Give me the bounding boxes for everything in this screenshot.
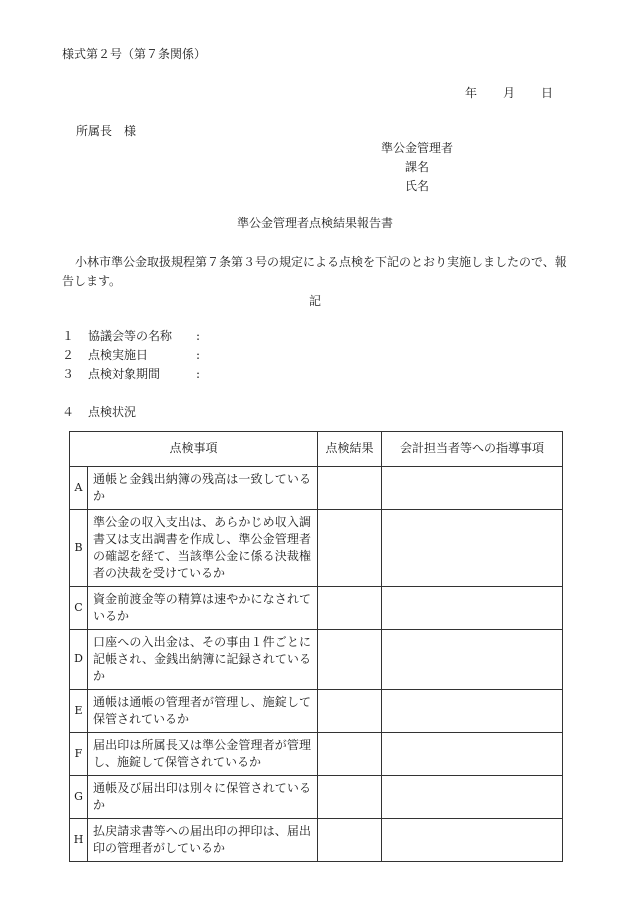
table-row (70, 467, 563, 510)
result-cell[interactable] (318, 587, 382, 630)
row-check-item: 口座への入出金は、その事由１件ごとに記帳され、金銭出納簿に記録されているか (88, 630, 318, 690)
guidance-cell[interactable] (382, 587, 563, 630)
result-cell[interactable] (318, 467, 382, 510)
sender-department: 課名 (405, 160, 430, 174)
guidance-cell[interactable] (382, 630, 563, 690)
date-month-label: 月 (503, 86, 516, 100)
row-letter: D (70, 630, 88, 690)
ki-heading: 記 (308, 294, 321, 308)
list-item (62, 367, 210, 386)
guidance-cell[interactable] (382, 510, 563, 587)
table-row (70, 587, 563, 630)
item-colon: : (196, 348, 201, 362)
section-label: 点検状況 (88, 405, 137, 419)
sender-title: 準公金管理者 (381, 141, 454, 155)
item-label: 点検実施日 (88, 348, 149, 362)
row-letter: F (70, 733, 88, 776)
item-label: 協議会等の名称 (88, 329, 173, 343)
result-cell[interactable] (318, 733, 382, 776)
result-cell[interactable] (318, 776, 382, 819)
body-paragraph: 小林市準公金取扱規程第７条第３号の規定による点検を下記のとおり実施しましたので、報告します。 (62, 255, 567, 288)
list-item (62, 348, 210, 367)
row-check-item: 資金前渡金等の精算は速やかになされているか (88, 587, 318, 630)
row-check-item: 準公金の収入支出は、あらかじめ収入調書又は支出調書を作成し、準公金管理者の確認を経て、当該準公金に係る決裁権者の決裁を受けているか (88, 510, 318, 587)
table-row (70, 819, 563, 862)
date-year-label: 年 (465, 86, 478, 100)
row-check-item: 通帳と金銭出納簿の残高は一致しているか (88, 467, 318, 510)
section-heading (62, 405, 136, 421)
item-label: 点検対象期間 (88, 367, 161, 381)
table-row (70, 776, 563, 819)
table-header-row (70, 432, 563, 467)
guidance-cell[interactable] (382, 776, 563, 819)
guidance-cell[interactable] (382, 733, 563, 776)
row-letter: H (70, 819, 88, 862)
date-day-label: 日 (541, 86, 554, 100)
sender-name: 氏名 (405, 179, 430, 193)
table-row (70, 733, 563, 776)
addressee: 所属長 様 (76, 124, 137, 138)
header-item: 点検事項 (70, 432, 318, 467)
item-list (62, 329, 210, 386)
result-cell[interactable] (318, 510, 382, 587)
row-check-item: 通帳は通帳の管理者が管理し、施錠して保管されているか (88, 690, 318, 733)
guidance-cell[interactable] (382, 467, 563, 510)
row-check-item: 届出印は所属長又は準公金管理者が管理し、施錠して保管されているか (88, 733, 318, 776)
document-title: 準公金管理者点検結果報告書 (236, 216, 393, 230)
list-item (62, 329, 210, 348)
result-cell[interactable] (318, 690, 382, 733)
sender-block (381, 141, 453, 198)
row-letter: A (70, 467, 88, 510)
row-check-item: 払戻請求書等への届出印の押印は、届出印の管理者がしているか (88, 819, 318, 862)
row-letter: E (70, 690, 88, 733)
date-line (465, 86, 553, 102)
item-number: １ (62, 329, 75, 343)
table-row (70, 690, 563, 733)
header-result: 点検結果 (318, 432, 382, 467)
row-letter: G (70, 776, 88, 819)
table-row (70, 510, 563, 587)
table-row (70, 630, 563, 690)
item-number: ２ (62, 348, 75, 362)
guidance-cell[interactable] (382, 819, 563, 862)
result-cell[interactable] (318, 630, 382, 690)
section-number: ４ (62, 405, 75, 419)
item-colon: : (196, 367, 201, 381)
result-cell[interactable] (318, 819, 382, 862)
row-letter: B (70, 510, 88, 587)
item-colon: : (196, 329, 201, 343)
row-letter: C (70, 587, 88, 630)
guidance-cell[interactable] (382, 690, 563, 733)
item-number: ３ (62, 367, 75, 381)
header-guidance: 会計担当者等への指導事項 (382, 432, 563, 467)
form-number: 様式第２号（第７条関係） (62, 47, 207, 61)
row-check-item: 通帳及び届出印は別々に保管されているか (88, 776, 318, 819)
inspection-table (69, 431, 563, 862)
